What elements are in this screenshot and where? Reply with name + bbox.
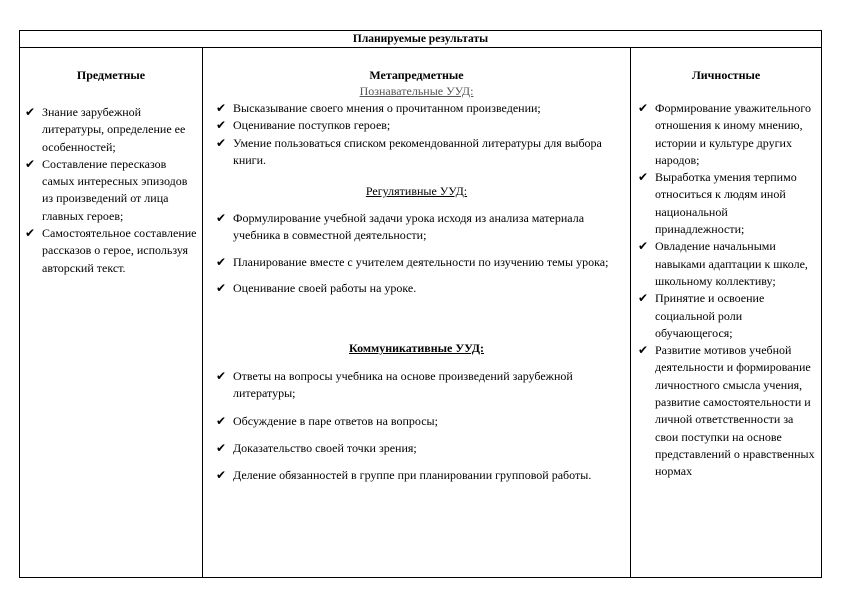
meta-title: Метапредметные [369,68,464,82]
checkmark-icon: ✔ [216,413,227,428]
checkmark-icon: ✔ [216,254,227,269]
checkmark-icon: ✔ [638,343,649,358]
list-item: ✔ Доказательство своей точки зрения; [213,440,625,457]
subject-column [20,48,202,577]
communicative-heading: Коммуникативные УУД: [348,341,485,355]
cognitive-list [213,100,625,169]
list-item: ✔ Деление обязанностей в группе при планировании групповой работы. [213,467,625,484]
list-item: ✔ Умение пользоваться списком рекомендованной литературы для выбора книги. [216,135,602,167]
list-item: ✔ Ответы на вопросы учебника на основе произведений зарубежной литературы; [216,369,573,401]
list-item: ✔ Овладение начальными навыками адаптации к школе, школьному коллективу; [638,239,808,288]
subject-list [22,104,198,277]
cognitive-heading: Познавательные УУД: [359,84,474,98]
list-item: ✔ Формулирование учебной задачи урока исходя из анализа материала учебника в совместной деятельности; [216,211,585,243]
communicative-list [213,368,625,484]
list-item: ✔ Оценивание поступков героев; [213,117,625,134]
checkmark-icon: ✔ [216,440,227,455]
meta-column [202,48,630,577]
list-item: ✔ Знание зарубежной литературы, определение ее особенностей; [25,105,186,154]
subject-title: Предметные [76,68,146,82]
personal-list [635,100,819,481]
list-item: ✔ Принятие и освоение социальной роли обучающегося; [638,291,765,340]
checkmark-icon: ✔ [216,101,227,115]
checkmark-icon: ✔ [638,170,649,185]
list-item: ✔ Оценивание своей работы на уроке. [213,280,625,297]
list-item: ✔ Обсуждение в паре ответов на вопросы; [213,413,625,430]
list-item: ✔ Формирование уважительного отношения к иному мнению, истории и культуре других народов; [638,101,811,167]
list-item: ✔ Высказывание своего мнения о прочитанном произведении; [213,100,625,117]
checkmark-icon: ✔ [638,101,649,115]
list-item: ✔ Самостоятельное составление рассказов о герое, используя авторский текст. [25,226,197,275]
list-item: ✔ Развитие мотивов учебной деятельности и формирование личностного смысла учения, развитие самостоятельности и личной ответственности за свои поступки на основе представлений о нравственных нормах [638,343,815,479]
regulatory-heading: Регулятивные УУД: [365,184,468,198]
results-table [19,30,822,578]
list-item: ✔ Составление пересказов самых интересных эпизодов из произведений от лица главных героев; [25,156,188,223]
checkmark-icon: ✔ [216,468,227,483]
checkmark-icon: ✔ [216,280,227,295]
checkmark-icon: ✔ [25,226,36,241]
checkmark-icon: ✔ [216,211,227,225]
checkmark-icon: ✔ [25,156,36,171]
checkmark-icon: ✔ [216,118,227,133]
checkmark-icon: ✔ [25,105,36,119]
checkmark-icon: ✔ [638,239,649,254]
regulatory-list [213,210,625,297]
checkmark-icon: ✔ [216,135,227,150]
table-title: Планируемые результаты [20,31,821,48]
list-item: ✔ Выработка умения терпимо относиться к людям иной национальной принадлежности; [638,170,797,237]
personal-title: Личностные [691,68,761,82]
checkmark-icon: ✔ [638,291,649,306]
list-item: ✔ Планирование вместе с учителем деятельности по изучению темы урока; [213,254,625,271]
personal-column [630,48,821,577]
checkmark-icon: ✔ [216,369,227,383]
